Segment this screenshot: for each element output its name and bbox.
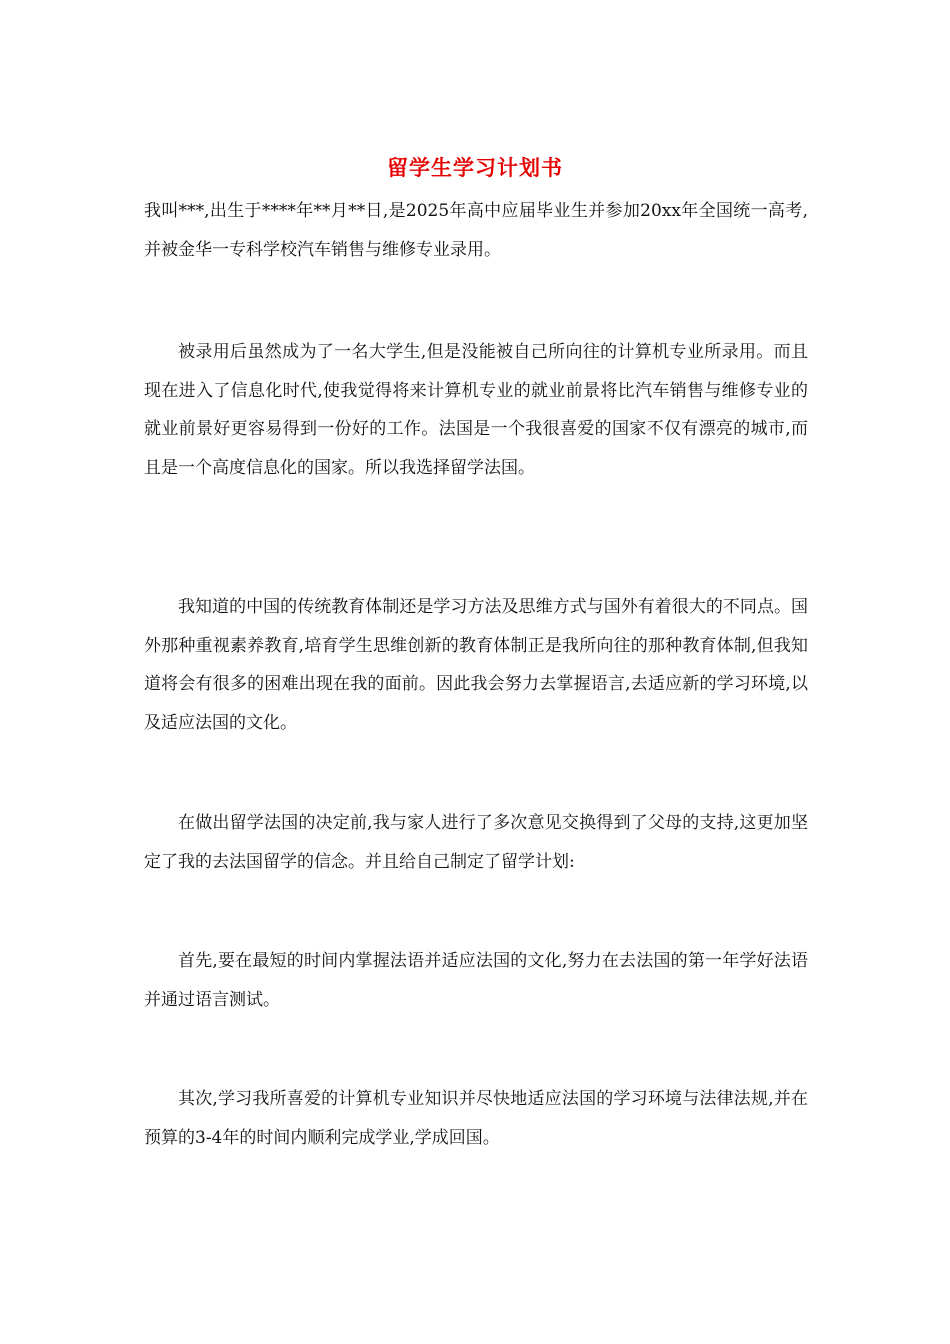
paragraph-reason: 被录用后虽然成为了一名大学生,但是没能被自己所向往的计算机专业所录用。而且现在进入了信息化时代,使我觉得将来计算机专业的就业前景将比汽车销售与维修专业的就业前景好更容易得到一份好的工作。法国是一个我很喜爱的国家不仅有漂亮的城市,而且是一个高度信息化的国家。所以我选择留学法国。	[144, 342, 808, 478]
paragraph-plan-second: 其次,学习我所喜爱的计算机专业知识并尽快地适应法国的学习环境与法律法规,并在预算的3-4年的时间内顺利完成学业,学成回国。	[144, 1089, 808, 1148]
document-title: 留学生学习计划书	[387, 155, 563, 180]
paragraph-education: 我知道的中国的传统教育体制还是学习方法及思维方式与国外有着很大的不同点。国外那种重视素养教育,培育学生思维创新的教育体制正是我所向往的那种教育体制,但我知道将会有很多的困难出现在我的面前。因此我会努力去掌握语言,去适应新的学习环境,以及适应法国的文化。	[144, 597, 808, 733]
paragraph-plan-first: 首先,要在最短的时间内掌握法语并适应法国的文化,努力在去法国的第一年学好法语并通过语言测试。	[144, 951, 808, 1010]
paragraph-decision: 在做出留学法国的决定前,我与家人进行了多次意见交换得到了父母的支持,这更加坚定了我的去法国留学的信念。并且给自己制定了留学计划:	[144, 813, 808, 872]
paragraph-intro: 我叫***,出生于****年**月**日,是2025年高中应届毕业生并参加20xx年全国统一高考,并被金华一专科学校汽车销售与维修专业录用。	[144, 201, 808, 260]
